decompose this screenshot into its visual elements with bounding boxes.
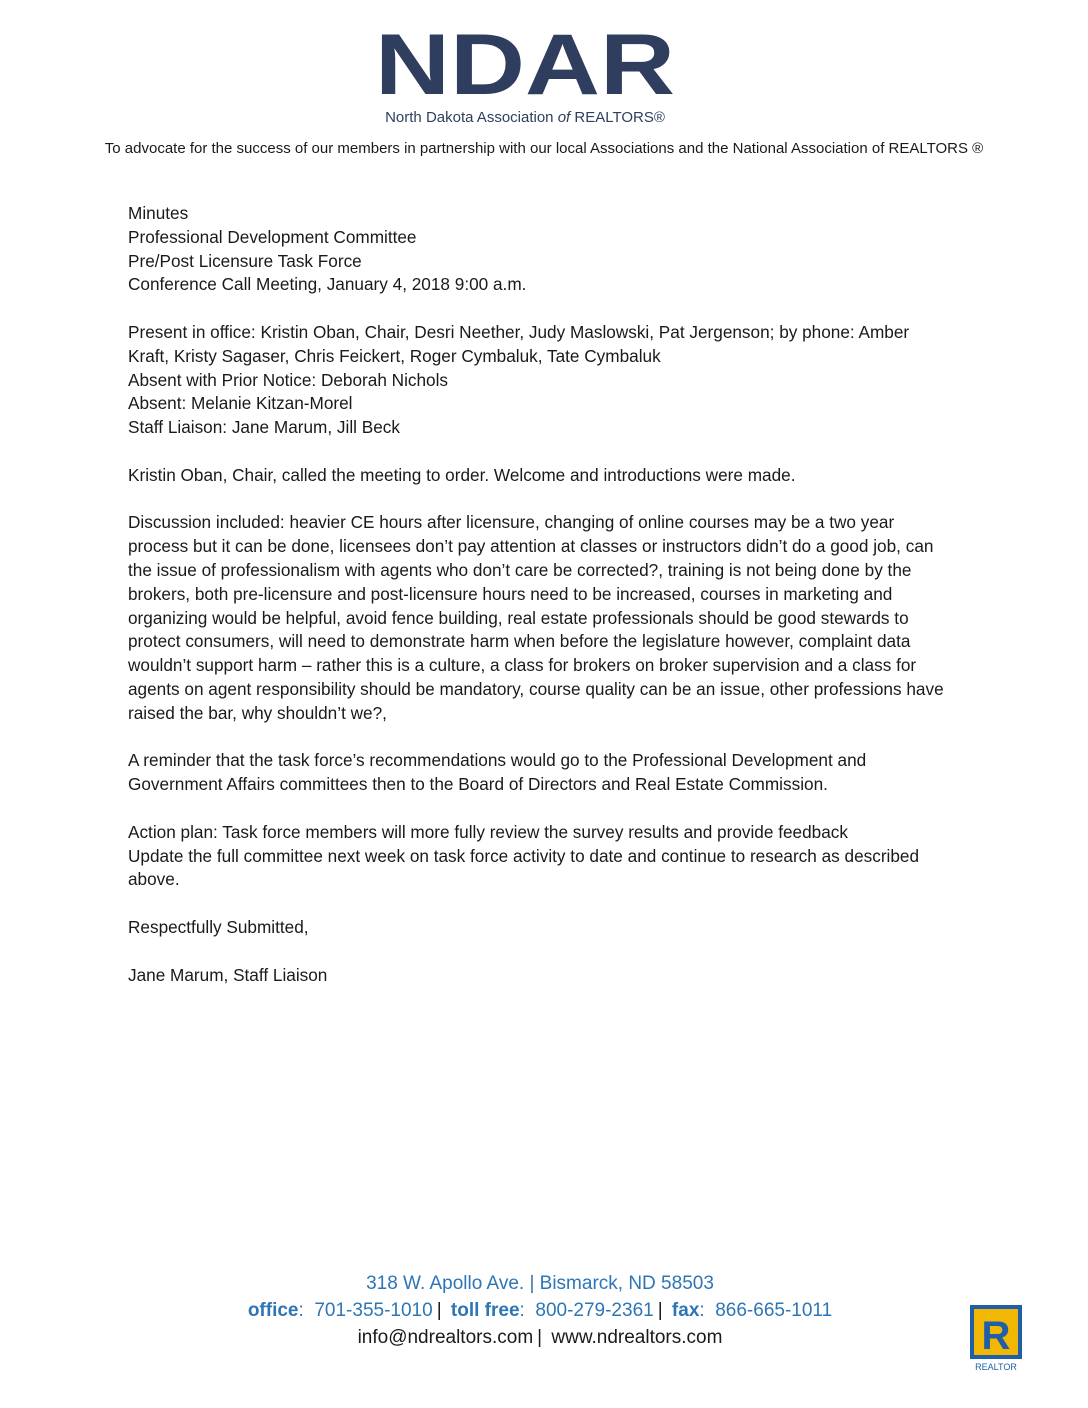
email-link[interactable]: info@ndrealtors.com: [357, 1327, 534, 1348]
footer: [180, 1270, 900, 1351]
minutes-body: [128, 202, 948, 1011]
action-plan-line-2: Update the full committee next week on task force activity to date and continue to research as described above.: [128, 845, 920, 890]
badge-letter: R: [981, 1314, 1011, 1358]
realtor-r-icon: [968, 1303, 1024, 1373]
logo-wordmark: NDAR: [375, 20, 675, 113]
ndar-logo: [360, 20, 690, 130]
mission-tagline: To advocate for the success of our members in partnership with our local Associations and the National Association of REALTORS ®: [104, 140, 984, 157]
footer-contact: office: 701-355-1010 | toll free: 800-279-2361 | fax: 866-665-1011: [247, 1300, 833, 1321]
task-force-name: Pre/Post Licensure Task Force: [128, 250, 362, 271]
footer-address: 318 W. Apollo Ave. | Bismarck, ND 58503: [366, 1273, 714, 1294]
action-plan-line-1: Action plan: Task force members will more fully review the survey results and provide feedback: [128, 821, 848, 842]
tollfree-label: toll free: [450, 1300, 520, 1321]
logo-subtitle: North Dakota Association of REALTORS®: [385, 109, 665, 126]
office-label: office: [247, 1300, 299, 1321]
reminder-paragraph: A reminder that the task force’s recommendations would go to the Professional Development and Government Affairs committees then to the Board of Directors and Real Estate Commission.: [128, 750, 867, 795]
discussion-paragraph: Discussion included: heavier CE hours after licensure, changing of online courses may be a two year process but it can be done, licensees don’t pay attention at classes or instructors didn’t do a good job, can the issue of professionalism with agents who don’t care be corrected?, training is not being done by the brokers, both pre-licensure and post-licensure hours need to be increased, courses in marketing and organizing would be helpful, avoid fence building, real estate professionals should be good stewards to protect consumers, will need to demonstrate harm when before the legislature however, complaint data wouldn’t support harm – rather this is a culture, a class for brokers on broker supervision and a class for agents on agent responsibility should be mandatory, course quality can be an issue, other professions have raised the bar, why shouldn’t we?,: [128, 512, 944, 723]
action-plan: [128, 821, 948, 892]
footer-web: info@ndrealtors.com | www.ndrealtors.com: [357, 1327, 723, 1348]
fax-label: fax: [671, 1300, 700, 1321]
office-phone[interactable]: 701-355-1010: [314, 1300, 433, 1321]
badge-caption: REALTOR: [975, 1362, 1017, 1372]
absent-list: Absent: Melanie Kitzan-Morel: [128, 393, 353, 414]
staff-liaison: Staff Liaison: Jane Marum, Jill Beck: [128, 417, 400, 438]
ndar-logo-mark: [360, 20, 690, 130]
doc-type: Minutes: [128, 203, 189, 223]
absent-notice: Absent with Prior Notice: Deborah Nichols: [128, 369, 449, 390]
call-to-order: Kristin Oban, Chair, called the meeting to order. Welcome and introductions were made.: [128, 464, 796, 485]
meeting-date: Conference Call Meeting, January 4, 2018 9:00 a.m.: [128, 274, 527, 295]
present-list: Present in office: Kristin Oban, Chair, Desri Neether, Judy Maslowski, Pat Jergenson; by phone: Amber Kraft, Kristy Sagaser, Chris Feickert, Roger Cymbaluk, Tate Cymbaluk: [128, 321, 910, 366]
signature: Jane Marum, Staff Liaison: [128, 964, 328, 985]
committee-name: Professional Development Committee: [128, 226, 417, 247]
fax-number: 866-665-1011: [715, 1300, 833, 1321]
attendance: [128, 321, 948, 440]
website-link[interactable]: www.ndrealtors.com: [551, 1327, 723, 1348]
tollfree-phone[interactable]: 800-279-2361: [535, 1300, 654, 1321]
closing: Respectfully Submitted,: [128, 916, 309, 937]
meeting-header: [128, 202, 948, 297]
realtor-logo: [968, 1303, 1024, 1373]
